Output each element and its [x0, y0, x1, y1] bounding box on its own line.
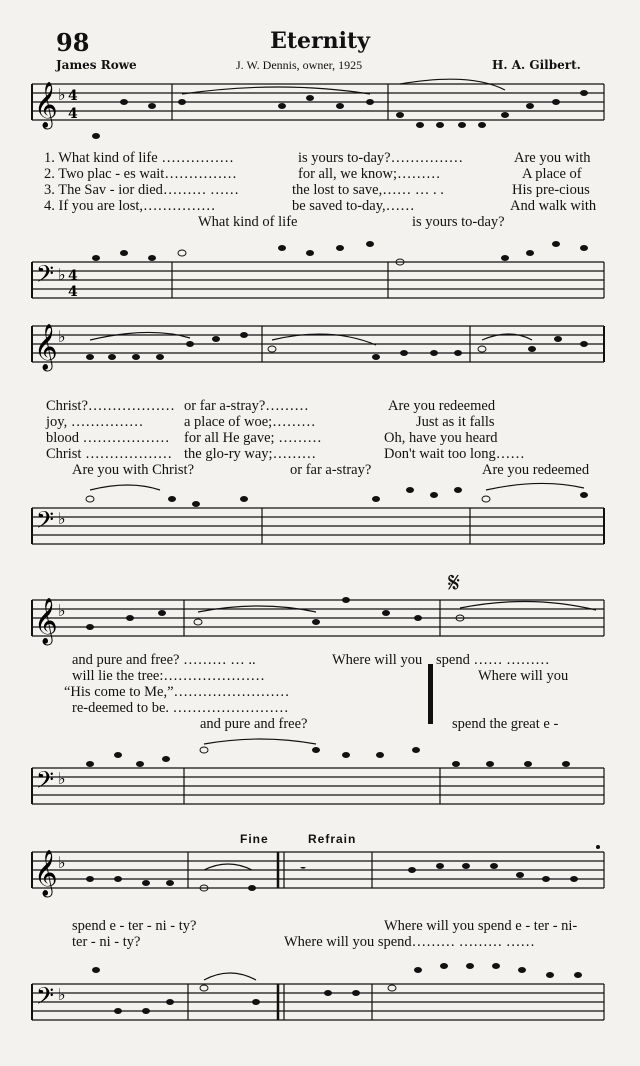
svg-text:𝄢: 𝄢 — [36, 982, 55, 1015]
svg-text:𝄻: 𝄻 — [300, 861, 307, 880]
hymn-number: 98 — [56, 28, 90, 57]
hymn-title: Eternity — [270, 28, 370, 54]
verse-line-2-1: 2. Two plac - es wait…………… — [44, 166, 237, 182]
echo-3-2: spend the great e - — [452, 716, 559, 732]
verse2-line-2-1: joy, …………… — [46, 414, 144, 430]
verse3-line-2-1: will lie the tree:………………… — [72, 668, 265, 684]
svg-text:♭: ♭ — [58, 509, 66, 528]
verse3-line-4-1: re-deemed to be. …………………… — [72, 700, 289, 716]
verse2-line-2-2: a place of woe;……… — [184, 414, 316, 430]
copyright: J. W. Dennis, owner, 1925 — [236, 58, 363, 72]
refrain-marking: Refrain — [308, 832, 357, 846]
svg-text:♭: ♭ — [58, 327, 66, 346]
svg-text:♭: ♭ — [58, 985, 66, 1004]
verse2-line-1-1: Christ?……………… — [46, 398, 175, 414]
verse3-line-1-1: and pure and free? ……… … .. — [72, 652, 256, 668]
echo-2-2: or far a-stray? — [290, 462, 372, 478]
verse2-line-3-2: for all He gave; ……… — [184, 430, 322, 446]
verse2-line-4-3: Don't wait too long…… — [384, 446, 525, 462]
verse-line-3-3: His pre-cious — [512, 182, 590, 198]
svg-text:♭: ♭ — [58, 85, 66, 104]
svg-text:♭: ♭ — [58, 853, 66, 872]
echo-2-3: Are you redeemed — [482, 462, 590, 478]
svg-text:𝄢: 𝄢 — [36, 506, 55, 539]
svg-text:♭: ♭ — [58, 601, 66, 620]
verse4-line-1-1: spend e - ter - ni - ty? — [72, 918, 197, 934]
verse-line-3-1: 3. The Sav - ior died……… …… — [44, 182, 240, 198]
author: James Rowe — [56, 58, 137, 72]
verse-line-4-1: 4. If you are lost,…………… — [44, 198, 216, 214]
verse-line-2-3: A place of — [522, 166, 582, 182]
echo-3-1: and pure and free? — [200, 716, 308, 732]
verse3-line-2-3: Where will you — [478, 668, 569, 684]
svg-text:𝄞: 𝄞 — [34, 850, 58, 896]
verse-line-1-2: is yours to-day?…………… — [298, 150, 464, 166]
verse2-line-1-2: or far a-stray?……… — [184, 398, 309, 414]
svg-text:♭: ♭ — [58, 265, 66, 284]
verse3-line-3-1: “His come to Me,”…………………… — [64, 684, 290, 700]
svg-text:4: 4 — [68, 284, 78, 300]
verse-line-3-2: the lost to save,…… … . . — [292, 182, 444, 198]
verse2-line-4-1: Christ ……………… — [46, 446, 173, 462]
verse2-line-1-3: Are you redeemed — [388, 398, 496, 414]
verse4-line-1-2: Where will you spend e - ter - ni- — [384, 918, 578, 934]
echo-1-2: is yours to-day? — [412, 214, 505, 230]
verse2-line-4-2: the glo-ry way;……… — [184, 446, 317, 462]
svg-text:𝄢: 𝄢 — [36, 260, 55, 293]
verse4-line-2-2: Where will you spend……… ……… …… — [284, 934, 535, 950]
verse2-line-2-3: Just as it falls — [416, 414, 495, 430]
verse-line-1-1: 1. What kind of life …………… — [44, 150, 234, 166]
svg-text:𝄞: 𝄞 — [34, 324, 58, 370]
segno-sign: 𝄋 — [448, 566, 461, 599]
svg-text:𝄢: 𝄢 — [36, 766, 55, 799]
composer: H. A. Gilbert. — [492, 58, 581, 72]
verse2-line-3-3: Oh, have you heard — [384, 430, 498, 446]
echo-2-1: Are you with Christ? — [72, 462, 195, 478]
verse-line-1-3: Are you with — [514, 150, 591, 166]
verse2-line-3-1: blood ……………… — [46, 430, 170, 446]
verse-line-2-2: for all, we know;……… — [298, 166, 441, 182]
verse3-line-1-3: spend …… ……… — [436, 652, 550, 668]
fine-marking: Fine — [240, 832, 269, 846]
echo-1-1: What kind of life — [198, 214, 298, 230]
svg-text:♭: ♭ — [58, 769, 66, 788]
verse-line-4-3: And walk with — [510, 198, 597, 214]
svg-text:𝄞: 𝄞 — [34, 82, 58, 128]
verse3-line-1-2: Where will you — [332, 652, 423, 668]
svg-text:4: 4 — [68, 106, 78, 122]
svg-text:𝄞: 𝄞 — [34, 598, 58, 644]
svg-text:4: 4 — [68, 88, 78, 104]
verse4-line-2-1: ter - ni - ty? — [72, 934, 141, 950]
verse-line-4-2: be saved to-day,…… — [292, 198, 415, 214]
svg-text:4: 4 — [68, 268, 78, 284]
